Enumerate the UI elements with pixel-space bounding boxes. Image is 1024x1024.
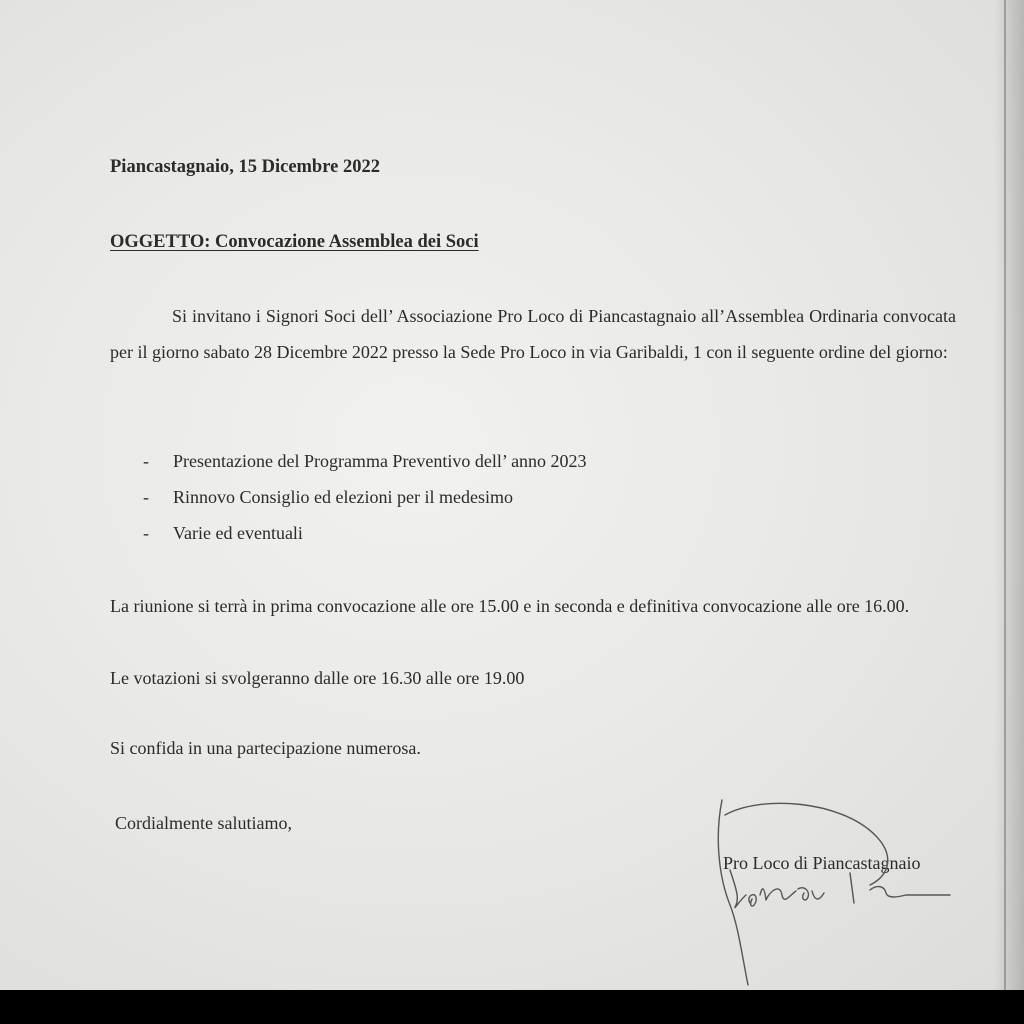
bottom-border — [0, 990, 1024, 1024]
letter-subject: OGGETTO: Convocazione Assemblea dei Soci — [110, 232, 479, 252]
participation-line: Si confida in una partecipazione numerosa. — [110, 738, 421, 758]
closing-salutation: Cordialmente salutiamo, — [115, 813, 292, 833]
agenda-item-text: Varie ed eventuali — [173, 523, 303, 543]
agenda-list — [143, 443, 587, 551]
agenda-bullet: - — [143, 451, 149, 471]
intro-paragraph — [110, 298, 956, 370]
agenda-item — [143, 479, 587, 515]
meeting-times-paragraph: La riunione si terrà in prima convocazione alle ore 15.00 e in seconda e definitiva convocazione alle ore 16.00. — [110, 596, 910, 616]
place-date: Piancastagnaio, 15 Dicembre 2022 — [110, 157, 380, 177]
agenda-item-text: Rinnovo Consiglio ed elezioni per il medesimo — [173, 487, 513, 507]
agenda-item — [143, 515, 587, 551]
page-shadow — [994, 0, 1024, 990]
signatory-name: Pro Loco di Piancastagnaio — [723, 853, 921, 873]
voting-times-line: Le votazioni si svolgeranno dalle ore 16.30 alle ore 19.00 — [110, 668, 525, 688]
agenda-item-text: Presentazione del Programma Preventivo dell’ anno 2023 — [173, 451, 587, 471]
handwritten-signature — [700, 795, 980, 990]
agenda-bullet: - — [143, 523, 149, 543]
agenda-item — [143, 443, 587, 479]
page-edge — [1004, 0, 1006, 990]
agenda-bullet: - — [143, 487, 149, 507]
intro-paragraph-text: Si invitano i Signori Soci dell’ Associazione Pro Loco di Piancastagnaio all’Assemblea Ordinaria convocata per il giorno sabato 28 Dicembre 2022 presso la Sede Pro Loco in via Garibaldi, 1 con il seguente ordine del giorno: — [110, 306, 956, 362]
